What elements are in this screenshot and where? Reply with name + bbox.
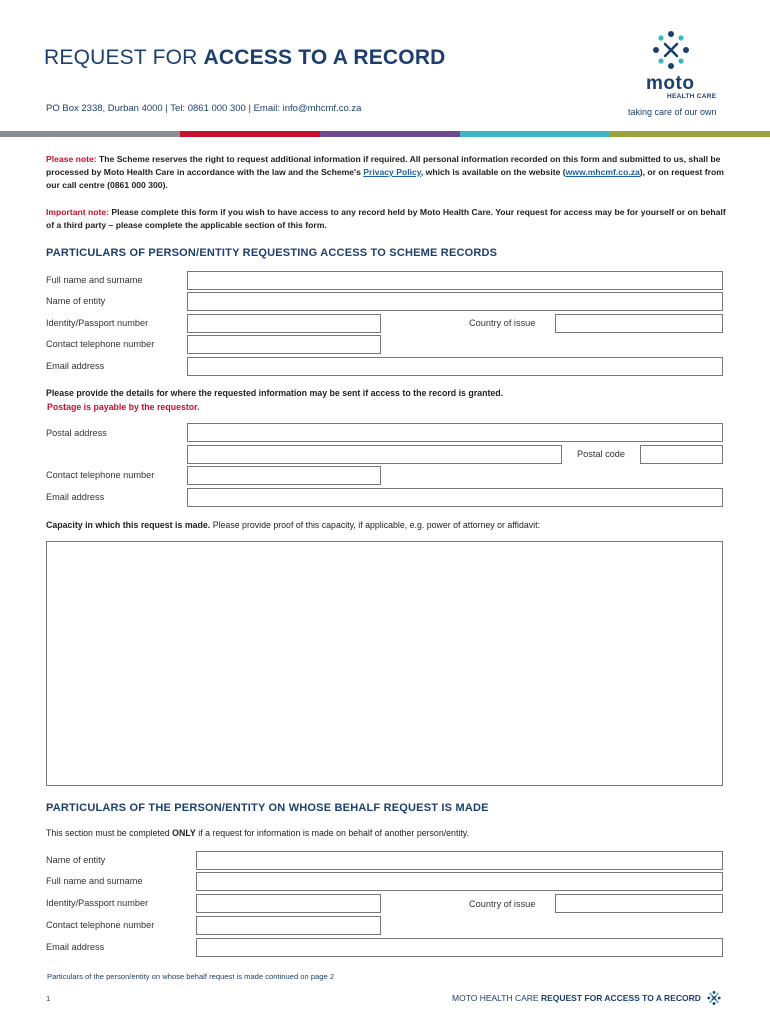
behalf-full-name-field[interactable] (196, 872, 723, 891)
postal-label: Postal address (46, 428, 107, 438)
page-number: 1 (46, 994, 51, 1003)
behalf-entity-field[interactable] (196, 851, 723, 870)
behalf-id-label: Identity/Passport number (46, 898, 149, 908)
section2-heading: PARTICULARS OF THE PERSON/ENTITY ON WHOSE BEHALF REQUEST IS MADE (46, 802, 489, 814)
email-field[interactable] (187, 357, 723, 376)
stripe-grey (0, 131, 180, 137)
email2-label: Email address (46, 492, 105, 502)
email2-field[interactable] (187, 488, 723, 507)
phone2-field[interactable] (187, 466, 381, 485)
full-name-label: Full name and surname (46, 275, 143, 285)
behalf-entity-label: Name of entity (46, 855, 106, 865)
behalf-country-field[interactable] (555, 894, 723, 913)
website-link[interactable]: www.mhcmf.co.za (565, 167, 640, 177)
logo-subtext: HEALTH CARE (667, 93, 717, 100)
logo-tagline: taking care of our own (628, 107, 717, 117)
continued-note: Particulars of the person/entity on whose behalf request is made continued on page 2 (47, 972, 335, 981)
id-field[interactable] (187, 314, 381, 333)
behalf-phone-label: Contact telephone number (46, 920, 155, 930)
logo-wordmark: moto (646, 73, 695, 94)
delivery-note: Please provide the details for where the requested information may be sent if access to the record is granted. (46, 388, 504, 398)
id-label: Identity/Passport number (46, 318, 149, 328)
stripe-red (180, 131, 320, 137)
phone-field[interactable] (187, 335, 381, 354)
stripe-olive (610, 131, 770, 137)
email-label: Email address (46, 361, 105, 371)
page-title: REQUEST FOR ACCESS TO A RECORD (44, 46, 446, 69)
entity-label: Name of entity (46, 296, 106, 306)
moto-small-logo-icon (706, 990, 722, 1006)
postal-code-field[interactable] (640, 445, 723, 464)
important-note: Important note: Please complete this form if you wish to have access to any record held by Moto Health Care. Your request for access may be for yourself or on behalf of a third party – please complete the applicable section of this form. (46, 207, 726, 230)
entity-field[interactable] (187, 292, 723, 311)
full-name-field[interactable] (187, 271, 723, 290)
behalf-email-label: Email address (46, 942, 105, 952)
postage-note: Postage is payable by the requestor. (47, 402, 200, 412)
behalf-full-name-label: Full name and surname (46, 876, 143, 886)
behalf-country-label: Country of issue (469, 899, 536, 909)
section1-heading: PARTICULARS OF PERSON/ENTITY REQUESTING ACCESS TO SCHEME RECORDS (46, 247, 498, 259)
country-label: Country of issue (469, 318, 536, 328)
capacity-label: Capacity in which this request is made. Please provide proof of this capacity, if applicable, e.g. power of attorney or affidavit: (46, 520, 541, 530)
stripe-purple (320, 131, 460, 137)
section2-intro: This section must be completed ONLY if a request for information is made on behalf of another person/entity. (46, 828, 469, 838)
country-field[interactable] (555, 314, 723, 333)
behalf-id-field[interactable] (196, 894, 381, 913)
postal-code-label: Postal code (577, 449, 626, 459)
postal-line1-field[interactable] (187, 423, 723, 442)
phone-label: Contact telephone number (46, 339, 155, 349)
postal-line2-field[interactable] (187, 445, 562, 464)
behalf-phone-field[interactable] (196, 916, 381, 935)
contact-details: PO Box 2338, Durban 4000 | Tel: 0861 000 300 | Email: info@mhcmf.co.za (46, 103, 362, 114)
moto-logo-icon (648, 28, 694, 72)
behalf-email-field[interactable] (196, 938, 723, 957)
phone2-label: Contact telephone number (46, 470, 155, 480)
footer-brand: MOTO HEALTH CARE REQUEST FOR ACCESS TO A RECORD (452, 993, 701, 1003)
stripe-teal (460, 131, 610, 137)
please-note: Please note: The Scheme reserves the right to request additional information if required. All personal information recorded on this form and submitted to us, shall be processed by Moto Health Care in accordance with the law and the Scheme's Privacy Policy, which is available on the website (www.mhcmf.co.za), or on request from our call centre (0861 000 300). (46, 154, 724, 190)
privacy-policy-link[interactable]: Privacy Policy (363, 167, 421, 177)
capacity-textarea[interactable] (46, 541, 723, 786)
